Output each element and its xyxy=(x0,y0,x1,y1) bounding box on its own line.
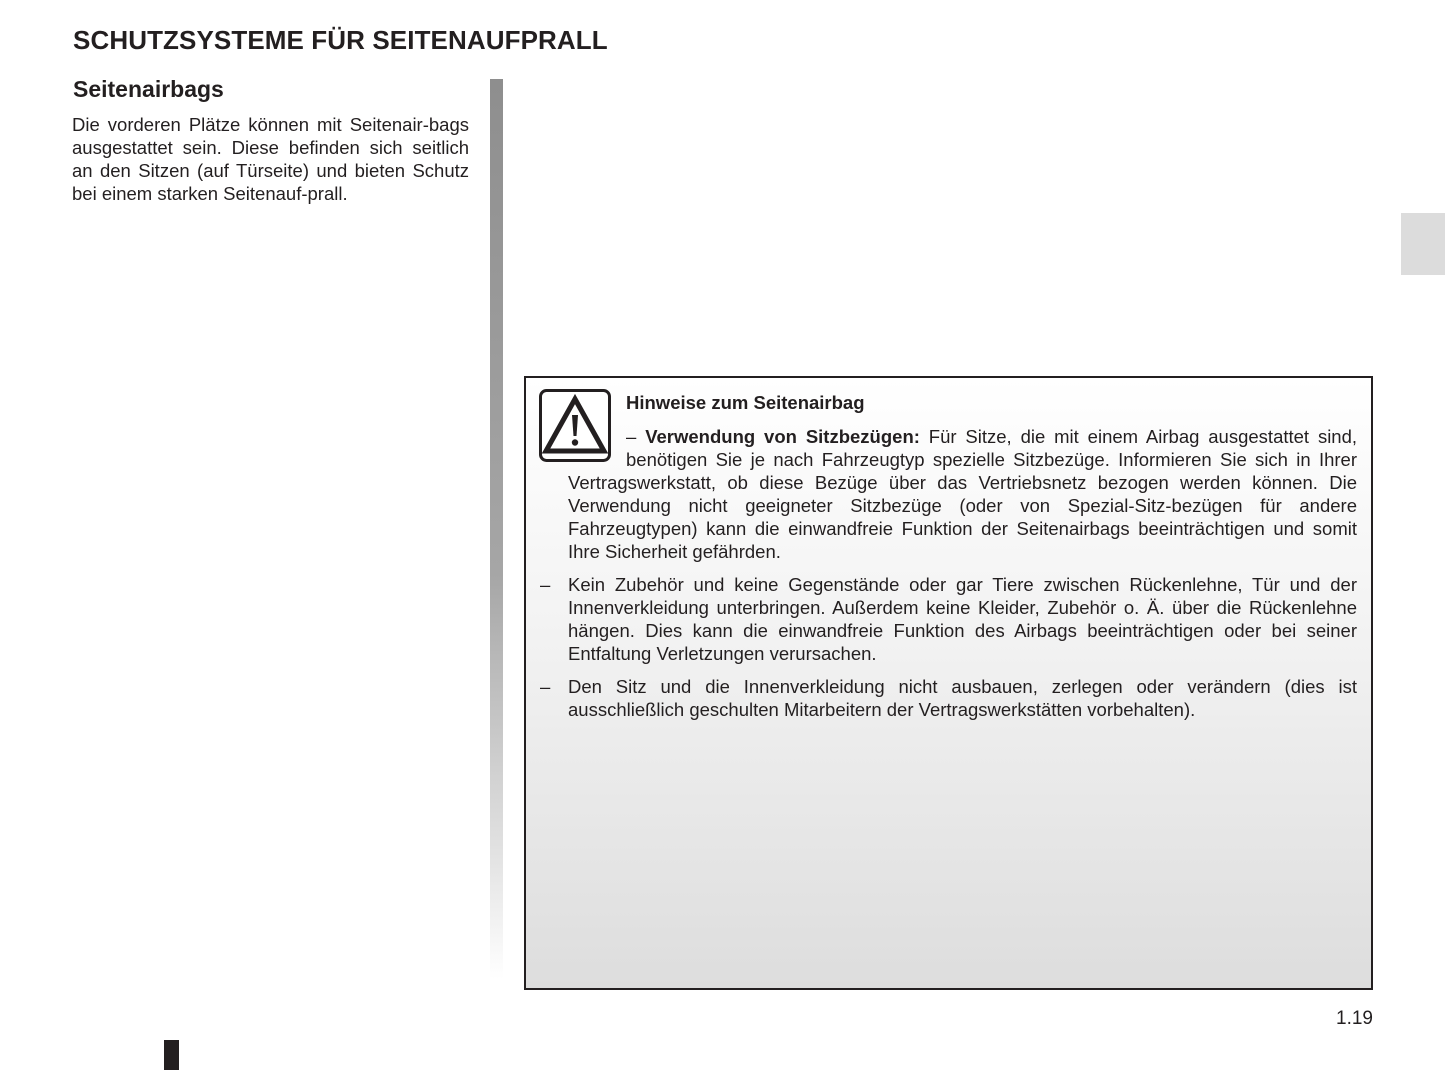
list-item-text: Den Sitz und die Innenverkleidung nicht ausbauen, zerlegen oder verändern (dies ist ausschließlich geschulten Mitarbeitern der Vertragswerkstätten vorbehalten). xyxy=(568,676,1357,720)
bullet-dash: – xyxy=(540,574,551,595)
footer-mark xyxy=(164,1040,179,1070)
warning-intro xyxy=(568,425,1357,563)
list-item xyxy=(540,675,1357,721)
warning-box xyxy=(524,376,1373,990)
intro-bold-label: Verwendung von Sitzbezügen: xyxy=(645,426,920,447)
bullet-dash: – xyxy=(540,676,551,697)
intro-text: Für Sitze, die mit einem Airbag ausgestattet sind, benötigen Sie je nach Fahrzeugtyp spezielle Sitzbezüge. Informieren Sie sich in Ihrer Vertragswerkstatt, ob diese Bezüge über das Vertriebsnetz bezogen werden können. Die Verwendung nicht geeigneter Sitzbezüge (oder von Spezial-Sitz-bezügen für andere Fahrzeugtypen) kann die einwandfreie Funktion der Seitenairbags beeinträchtigen und somit Ihre Sicherheit gefährden. xyxy=(568,426,1358,562)
page-title: SCHUTZSYSTEME FÜR SEITENAUFPRALL xyxy=(73,25,608,55)
chapter-thumb-tab xyxy=(1401,213,1445,275)
column-divider-bar xyxy=(490,79,503,979)
warning-title: Hinweise zum Seitenairbag xyxy=(626,392,865,413)
warning-content xyxy=(540,391,1358,721)
intro-dash: – xyxy=(626,426,637,447)
section-text: Die vorderen Plätze können mit Seitenair-bags ausgestattet sein. Diese befinden sich seitlich an den Sitzen (auf Türseite) und bieten Schutz bei einem starken Seitenauf-prall. xyxy=(72,114,469,204)
list-item xyxy=(540,573,1357,665)
page-number: 1.19 xyxy=(1336,1008,1373,1029)
section-heading: Seitenairbags xyxy=(73,76,224,102)
list-item-text: Kein Zubehör und keine Gegenstände oder gar Tiere zwischen Rückenlehne, Tür und der Innenverkleidung unterbringen. Außerdem keine Kleider, Zubehör o. Ä. über die Rückenlehne hängen. Dies kann die einwandfreie Funktion des Airbags beeinträchtigen oder bei seiner Entfaltung Verletzungen verursachen. xyxy=(568,574,1357,664)
